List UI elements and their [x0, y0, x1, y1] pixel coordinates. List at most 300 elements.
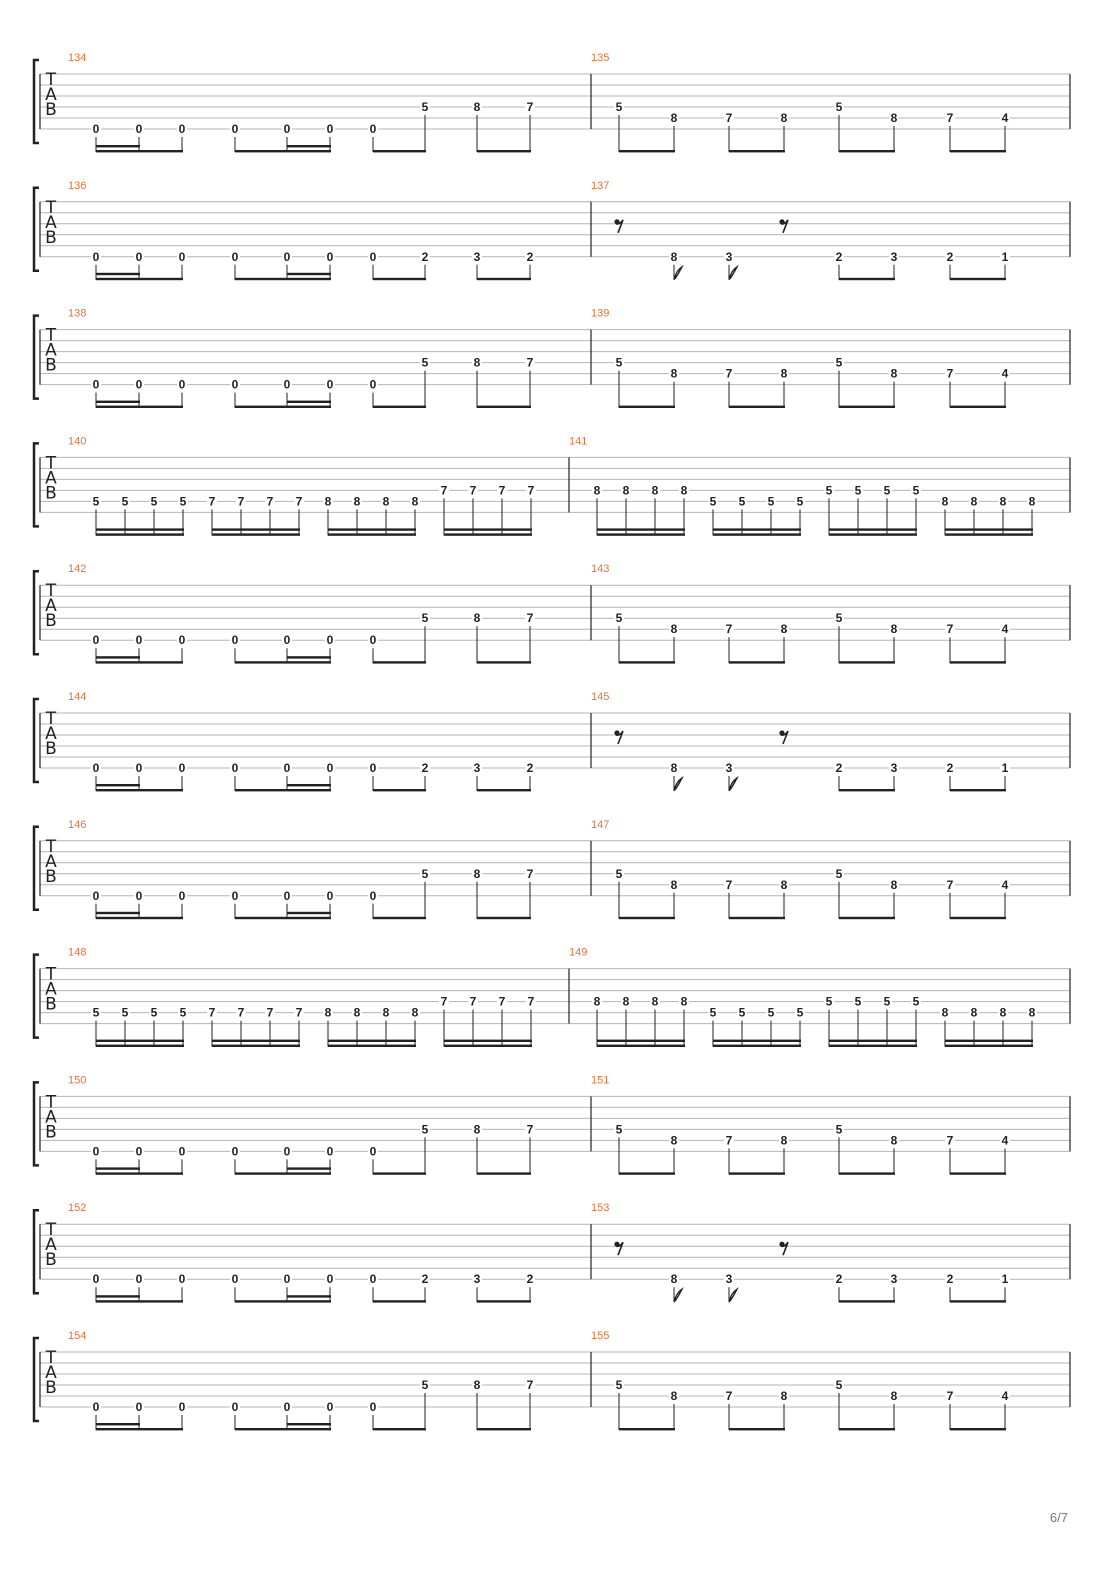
beam	[950, 150, 1006, 152]
fret-number: 2	[421, 761, 429, 775]
fret-number: 0	[92, 1272, 100, 1287]
fret-number: 0	[369, 377, 377, 392]
fret-number: 2	[526, 761, 534, 775]
fret-number: 8	[680, 994, 688, 1009]
tab-clef-letter: A	[45, 596, 57, 617]
tab-clef-letter: T	[45, 70, 57, 90]
tab-clef-letter: T	[45, 581, 57, 602]
beam-secondary	[945, 528, 1033, 530]
fret-number: 7	[469, 483, 477, 498]
tab-clef-letter: T	[45, 1220, 57, 1241]
beam-secondary	[945, 1040, 1033, 1042]
beam	[328, 1045, 416, 1047]
fret-number: 0	[283, 1144, 291, 1159]
fret-number: 3	[473, 1272, 481, 1287]
system-brace-icon	[34, 316, 39, 399]
fret-number: 5	[709, 1005, 717, 1020]
fret-number: 8	[651, 483, 659, 498]
tab-clef-letter: B	[45, 866, 57, 887]
system-brace-icon	[34, 1082, 39, 1165]
beam-secondary	[287, 401, 331, 403]
beam	[839, 150, 895, 152]
beam-secondary	[287, 1295, 331, 1297]
system-brace-icon	[34, 443, 39, 526]
fret-number: 0	[326, 761, 334, 775]
beam	[839, 1428, 895, 1430]
tab-system	[34, 1074, 1070, 1174]
fret-number: 8	[780, 1133, 788, 1148]
tab-clef-letter: A	[45, 212, 57, 233]
fret-number: 0	[92, 377, 100, 392]
fret-number: 8	[890, 366, 898, 381]
beam	[373, 406, 426, 408]
fret-number: 0	[283, 1400, 291, 1414]
fret-number: 7	[725, 366, 733, 381]
fret-number: 8	[941, 494, 949, 509]
fret-number: 5	[738, 494, 746, 509]
beam	[950, 406, 1006, 408]
beam	[96, 661, 183, 663]
fret-number: 5	[767, 1005, 775, 1020]
fret-number: 0	[326, 1144, 334, 1159]
fret-number: 8	[622, 994, 630, 1009]
fret-number: 7	[295, 494, 303, 509]
fret-number: 8	[651, 994, 659, 1009]
fret-number: 5	[150, 494, 158, 509]
fret-number: 7	[266, 494, 274, 509]
beam-secondary	[96, 1423, 140, 1425]
beam	[477, 1428, 531, 1430]
fret-number: 5	[796, 494, 804, 509]
fret-number: 7	[526, 100, 534, 114]
beam	[235, 661, 331, 663]
tab-clef-letter: B	[45, 1122, 57, 1143]
fret-number: 1	[1001, 249, 1009, 264]
tab-clef-letter: T	[45, 1348, 57, 1368]
fret-number: 0	[92, 888, 100, 903]
fret-number: 7	[295, 1005, 303, 1020]
bar-number: 138	[68, 307, 87, 320]
tab-clef-icon	[45, 70, 57, 120]
tab-clef-letter: T	[45, 325, 57, 346]
fret-number: 7	[469, 994, 477, 1009]
fret-number: 8	[999, 494, 1007, 509]
fret-number: 0	[326, 377, 334, 392]
fret-number: 2	[421, 1272, 429, 1287]
beam	[373, 661, 426, 663]
fret-number: 0	[369, 122, 377, 136]
fret-number: 2	[421, 249, 429, 264]
system-brace-icon	[34, 1338, 39, 1421]
fret-number: 5	[421, 1122, 429, 1137]
beam-secondary	[212, 528, 300, 530]
fret-number: 0	[326, 1400, 334, 1414]
fret-number: 7	[946, 622, 954, 637]
beam	[212, 533, 300, 535]
bar-number: 146	[68, 818, 87, 831]
fret-number: 0	[283, 633, 291, 648]
fret-number: 8	[473, 866, 481, 881]
fret-number: 7	[526, 355, 534, 370]
beam	[235, 278, 331, 280]
system-brace-icon	[34, 571, 39, 654]
fret-number: 0	[283, 377, 291, 392]
beam-secondary	[96, 1040, 184, 1042]
fret-number: 7	[725, 622, 733, 637]
fret-number: 5	[92, 1005, 100, 1020]
fret-number: 8	[473, 1378, 481, 1392]
bar-number: 147	[591, 818, 610, 831]
fret-number: 0	[231, 249, 239, 264]
beam	[839, 1172, 895, 1174]
beam	[235, 1428, 331, 1430]
beam	[96, 406, 183, 408]
fret-number: 8	[670, 249, 678, 264]
fret-number: 0	[369, 888, 377, 903]
bar-number: 137	[591, 179, 610, 192]
eighth-rest-icon	[614, 730, 623, 744]
beam	[713, 533, 801, 535]
fret-number: 5	[421, 866, 429, 881]
fret-number: 5	[796, 1005, 804, 1020]
fret-number: 0	[178, 377, 186, 392]
beam	[96, 1300, 183, 1302]
tab-system	[34, 308, 1070, 408]
bar-number: 141	[569, 435, 588, 448]
fret-number: 5	[421, 1378, 429, 1392]
fret-number: 7	[526, 1378, 534, 1392]
fret-number: 8	[890, 877, 898, 892]
fret-number: 5	[92, 494, 100, 509]
fret-number: 3	[725, 249, 733, 264]
fret-number: 0	[369, 1400, 377, 1414]
fret-number: 0	[135, 633, 143, 648]
beam	[96, 1172, 183, 1174]
fret-number: 8	[670, 622, 678, 637]
beam-secondary	[287, 656, 331, 658]
bar-number: 142	[68, 563, 87, 576]
beam	[829, 1045, 917, 1047]
fret-number: 7	[498, 994, 506, 1009]
beam	[950, 917, 1006, 919]
beam	[96, 150, 183, 152]
beam	[96, 533, 184, 535]
fret-number: 7	[946, 366, 954, 381]
fret-number: 5	[883, 483, 891, 498]
beam	[829, 533, 917, 535]
fret-number: 0	[92, 633, 100, 648]
fret-number: 8	[890, 622, 898, 637]
beam	[235, 406, 331, 408]
bar-number: 148	[68, 946, 87, 959]
beam-secondary	[96, 528, 184, 530]
fret-number: 5	[854, 483, 862, 498]
fret-number: 8	[411, 1005, 419, 1020]
bar-number: 155	[591, 1330, 610, 1342]
beam	[839, 917, 895, 919]
fret-number: 8	[593, 483, 601, 498]
fret-number: 8	[324, 1005, 332, 1020]
fret-number: 0	[283, 249, 291, 264]
beam	[477, 278, 531, 280]
fret-number: 8	[670, 1133, 678, 1148]
fret-number: 0	[326, 249, 334, 264]
fret-number: 8	[780, 366, 788, 381]
fret-number: 7	[527, 483, 535, 498]
fret-number: 5	[421, 100, 429, 114]
fret-number: 8	[780, 622, 788, 637]
fret-number: 8	[324, 494, 332, 509]
beam-secondary	[328, 1040, 416, 1042]
bar-number: 145	[591, 691, 610, 703]
beam	[444, 1045, 532, 1047]
fret-number: 0	[92, 249, 100, 264]
fret-number: 5	[421, 355, 429, 370]
beam-secondary	[212, 1040, 300, 1042]
tab-clef-letter: T	[45, 836, 57, 857]
bar-number: 136	[68, 179, 87, 192]
beam	[373, 1172, 426, 1174]
fret-number: 7	[208, 494, 216, 509]
beam	[373, 278, 426, 280]
beam	[729, 150, 785, 152]
beam	[950, 789, 1006, 791]
fret-number: 7	[946, 877, 954, 892]
fret-number: 2	[835, 761, 843, 775]
fret-number: 2	[946, 1272, 954, 1287]
fret-number: 5	[835, 355, 843, 370]
tab-clef-letter: A	[45, 340, 57, 361]
beam	[235, 1172, 331, 1174]
beam	[950, 1428, 1006, 1430]
fret-number: 0	[178, 122, 186, 136]
beam-secondary	[96, 273, 140, 275]
fret-number: 8	[593, 994, 601, 1009]
beam	[96, 917, 183, 919]
fret-number: 7	[440, 483, 448, 498]
bar-number: 140	[68, 435, 87, 448]
tab-clef-letter: T	[45, 1092, 57, 1113]
beam-secondary	[96, 145, 140, 147]
beam	[729, 406, 785, 408]
beam	[729, 917, 785, 919]
fret-number: 8	[670, 111, 678, 125]
fret-number: 5	[615, 355, 623, 370]
beam	[950, 661, 1006, 663]
eighth-flag-icon	[729, 267, 737, 280]
beam-secondary	[597, 1040, 685, 1042]
fret-number: 5	[615, 1122, 623, 1137]
fret-number: 0	[135, 377, 143, 392]
tab-clef-icon	[45, 198, 57, 248]
beam	[619, 917, 675, 919]
fret-number: 8	[890, 1389, 898, 1403]
fret-number: 0	[178, 761, 186, 775]
fret-number: 8	[1028, 1005, 1036, 1020]
fret-number: 7	[237, 494, 245, 509]
beam-secondary	[597, 528, 685, 530]
fret-number: 0	[135, 1400, 143, 1414]
fret-number: 7	[946, 1389, 954, 1403]
tab-clef-icon	[45, 1092, 57, 1142]
fret-number: 0	[231, 1144, 239, 1159]
beam-secondary	[96, 784, 140, 786]
fret-number: 0	[178, 1272, 186, 1287]
beam	[96, 1428, 183, 1430]
system-brace-icon	[34, 1210, 39, 1293]
tab-clef-letter: B	[45, 227, 57, 248]
fret-number: 0	[178, 888, 186, 903]
fret-number: 8	[670, 366, 678, 381]
beam	[477, 1172, 531, 1174]
fret-number: 5	[883, 994, 891, 1009]
tab-system	[34, 1202, 1070, 1302]
tab-clef-icon	[45, 326, 57, 376]
page-number: 6/7	[1049, 1510, 1068, 1525]
fret-number: 0	[369, 1144, 377, 1159]
tab-clef-letter: B	[45, 739, 57, 759]
beam	[328, 533, 416, 535]
fret-number: 0	[92, 761, 100, 775]
fret-number: 3	[473, 761, 481, 775]
fret-number: 1	[1001, 761, 1009, 775]
beam	[619, 1428, 675, 1430]
fret-number: 0	[283, 122, 291, 136]
beam	[619, 661, 675, 663]
beam	[477, 789, 531, 791]
fret-number: 0	[231, 1400, 239, 1414]
beam	[373, 150, 426, 152]
fret-number: 8	[680, 483, 688, 498]
fret-number: 8	[353, 1005, 361, 1020]
beam	[477, 917, 531, 919]
tab-system	[34, 691, 1070, 791]
beam	[950, 278, 1006, 280]
fret-number: 0	[231, 122, 239, 136]
fret-number: 8	[670, 1389, 678, 1403]
tab-clef-letter: A	[45, 851, 57, 872]
fret-number: 7	[527, 994, 535, 1009]
beam	[235, 917, 331, 919]
tab-system	[34, 563, 1070, 663]
eighth-flag-icon	[674, 1289, 682, 1302]
tab-clef-letter: B	[45, 1378, 57, 1398]
tab-clef-letter: B	[45, 483, 57, 504]
fret-number: 7	[498, 483, 506, 498]
system-brace-icon	[34, 188, 39, 271]
tab-clef-icon	[45, 837, 57, 887]
beam-secondary	[287, 912, 331, 914]
fret-number: 8	[970, 494, 978, 509]
tab-system	[34, 947, 1070, 1047]
system-brace-icon	[34, 827, 39, 910]
fret-number: 5	[179, 1005, 187, 1020]
fret-number: 5	[854, 994, 862, 1009]
eighth-flag-icon	[674, 267, 682, 280]
fret-number: 7	[725, 1133, 733, 1148]
fret-number: 5	[825, 483, 833, 498]
beam-secondary	[96, 912, 140, 914]
fret-number: 5	[615, 1378, 623, 1392]
fret-number: 5	[121, 494, 129, 509]
fret-number: 7	[237, 1005, 245, 1020]
bar-number: 153	[591, 1202, 610, 1215]
beam	[729, 1172, 785, 1174]
fret-number: 0	[135, 1272, 143, 1287]
tab-system	[34, 180, 1070, 280]
fret-number: 0	[135, 888, 143, 903]
fret-number: 8	[382, 1005, 390, 1020]
beam	[373, 789, 426, 791]
fret-number: 0	[283, 1272, 291, 1287]
fret-number: 3	[890, 1272, 898, 1287]
fret-number: 7	[946, 111, 954, 125]
tab-clef-icon	[45, 453, 57, 503]
fret-number: 3	[890, 761, 898, 775]
system-brace-icon	[34, 699, 39, 782]
fret-number: 8	[473, 1122, 481, 1137]
beam	[945, 1045, 1033, 1047]
tab-clef-letter: A	[45, 1363, 57, 1383]
fret-number: 5	[121, 1005, 129, 1020]
fret-number: 0	[178, 633, 186, 648]
bar-number: 154	[68, 1330, 87, 1342]
fret-number: 5	[912, 483, 920, 498]
fret-number: 1	[1001, 1272, 1009, 1287]
fret-number: 8	[890, 111, 898, 125]
tab-clef-letter: A	[45, 1235, 57, 1256]
fret-number: 7	[946, 1133, 954, 1148]
beam-secondary	[328, 528, 416, 530]
fret-number: 2	[835, 1272, 843, 1287]
beam-secondary	[96, 1167, 140, 1169]
tab-clef-icon	[45, 709, 57, 759]
fret-number: 3	[890, 249, 898, 264]
fret-number: 4	[1001, 111, 1009, 125]
fret-number: 8	[473, 355, 481, 370]
bar-number: 144	[68, 691, 87, 703]
beam	[619, 1172, 675, 1174]
fret-number: 7	[208, 1005, 216, 1020]
beam	[373, 1428, 426, 1430]
eighth-flag-icon	[729, 778, 737, 791]
eighth-rest-icon	[614, 1242, 623, 1256]
fret-number: 2	[526, 1272, 534, 1287]
fret-number: 8	[1028, 494, 1036, 509]
fret-number: 8	[780, 1389, 788, 1403]
fret-number: 4	[1001, 366, 1009, 381]
beam	[235, 1300, 331, 1302]
fret-number: 0	[231, 888, 239, 903]
tab-system	[34, 435, 1070, 535]
bar-number: 139	[591, 307, 610, 320]
tab-clef-letter: T	[45, 197, 57, 218]
beam-secondary	[287, 1167, 331, 1169]
fret-number: 0	[178, 249, 186, 264]
fret-number: 0	[326, 633, 334, 648]
beam	[373, 1300, 426, 1302]
tab-clef-icon	[45, 581, 57, 631]
beam-secondary	[96, 656, 140, 658]
fret-number: 0	[369, 249, 377, 264]
fret-number: 8	[999, 1005, 1007, 1020]
fret-number: 0	[326, 122, 334, 136]
eighth-rest-icon	[779, 730, 788, 744]
fret-number: 0	[92, 1144, 100, 1159]
fret-number: 5	[615, 100, 623, 114]
fret-number: 5	[179, 494, 187, 509]
tab-system	[34, 52, 1070, 152]
